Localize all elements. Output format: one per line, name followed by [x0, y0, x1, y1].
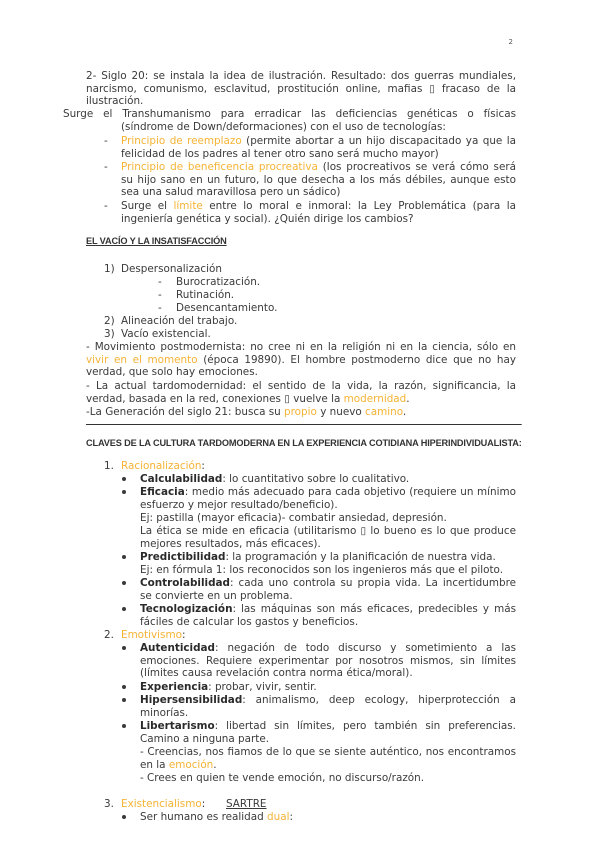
- page-number: 2: [508, 38, 513, 46]
- item-libertarismo: Libertarismo: libertad sin límites, pero también sin preferencias. Camino a ninguna parte.: [140, 720, 516, 745]
- item-predictibilidad: Predictibilidad: la programación y la planificación de nuestra vida.: [140, 551, 496, 563]
- libertarismo-creencias: - Creencias, nos fiamos de lo que se siente auténtico, nos encontramos en la emoción.: [140, 746, 516, 771]
- principio-beneficencia: Principio de beneficencia procreativa (los procreativos se verá cómo será su hijo sano en un futuro, lo que desecha a los más débiles, aunque esto sea una salud maravillosa pero un sádico): [121, 161, 517, 199]
- item-eficacia: Eficacia: medio más adecuado para cada objetivo (requiere un mínimo esfuerzo y mejor resultado/beneficio).: [140, 486, 516, 511]
- item-autenticidad: Autenticidad: negación de todo discurso y sometimiento a las emociones. Requiere experimentar por nosotros mismos, sin límites (límites causa revelación contra norma ética/moral).: [140, 642, 516, 680]
- group-num: 1.: [104, 460, 114, 472]
- sub-item: Desencantamiento.: [176, 302, 278, 314]
- limite-moral: Surge el límite entre lo moral e inmoral: la Ley Problemática (para la ingeniería genética y social). ¿Quién dirige los cambios?: [121, 200, 516, 225]
- dash-mark: -: [104, 135, 108, 147]
- bullet-dot: [122, 815, 126, 819]
- bullet-dot: [122, 490, 126, 494]
- sub-item: Rutinación.: [176, 289, 235, 301]
- eficacia-etica: La ética se mide en eficacia (utilitarismo ▯ lo bueno es lo que produce mejores resultados, más eficaces).: [140, 525, 516, 550]
- item-ser-humano: Ser humano es realidad dual:: [140, 811, 293, 823]
- postmodernismo-paragraph: - Movimiento postmodernista: no cree ni en la religión ni en la ciencia, sólo en vivir en el momento (época 19890). El hombre postmoderno dice que no hay verdad, que solo hay emociones.: [86, 341, 516, 379]
- dash-mark: -: [104, 161, 108, 173]
- group-title: Racionalización:: [121, 460, 205, 472]
- item-experiencia: Experiencia: probar, vivir, sentir.: [140, 681, 317, 693]
- list-item: Despersonalización: [121, 263, 222, 275]
- list-num: 3): [104, 328, 115, 340]
- list-num: 1): [104, 263, 115, 275]
- group-title: Emotivismo:: [121, 629, 186, 641]
- group-num: 3.: [104, 798, 114, 810]
- bullet-dot: [122, 477, 126, 481]
- item-calculabilidad: Calculabilidad: lo cuantitativo sobre lo cualitativo.: [140, 473, 410, 485]
- principio-reemplazo: Principio de reemplazo (permite abortar a un hijo discapacitado ya que la felicidad de los padres al tener otro sano será mucho mayor): [121, 135, 516, 160]
- siglo20-paragraph: 2- Siglo 20: se instala la idea de ilustración. Resultado: dos guerras mundiales, narcismo, comunismo, esclavitud, prostitución online, mafias ▯ fracaso de la ilustración.: [86, 70, 516, 108]
- bullet-dot: [122, 581, 126, 585]
- sartre-label: SARTRE: [226, 798, 267, 810]
- bullet-dot: [122, 646, 126, 650]
- item-hipersensibilidad: Hipersensibilidad: animalismo, deep ecology, hiperprotección a minorías.: [140, 694, 516, 719]
- group-title: Existencialismo:: [121, 798, 206, 810]
- list-item: Alineación del trabajo.: [121, 315, 238, 327]
- dash-mark: -: [104, 200, 108, 212]
- bullet-dot: [122, 698, 126, 702]
- item-controlabilidad: Controlabilidad: cada uno controla su propia vida. La incertidumbre se convierte en un problema.: [140, 577, 516, 602]
- sub-item: Burocratización.: [176, 276, 261, 288]
- transhumanismo-cont: (síndrome de Down/deformaciones) con el uso de tecnologías:: [121, 121, 446, 133]
- tardomodernidad-paragraph: - La actual tardomodernidad: el sentido de la vida, la razón, significancia, la verdad, basada en la red, conexiones ▯ vuelve la modernidad.: [86, 380, 516, 405]
- list-item: Vacío existencial.: [121, 328, 211, 340]
- sub-dash: -: [158, 276, 162, 288]
- bullet-dot: [122, 607, 126, 611]
- eficacia-ejemplo: Ej: pastilla (mayor eficacia)- combatir ansiedad, depresión.: [140, 512, 447, 524]
- predictibilidad-ejemplo: Ej: en fórmula 1: los reconocidos son los ingenieros más que el piloto.: [140, 564, 504, 576]
- list-num: 2): [104, 315, 115, 327]
- section-heading-claves: CLAVES DE LA CULTURA TARDOMODERNA EN LA EXPERIENCIA COTIDIANA HIPERINDIVIDUALISTA:: [86, 438, 522, 448]
- bullet-dot: [122, 555, 126, 559]
- sub-dash: -: [158, 289, 162, 301]
- generacion-paragraph: -La Generación del siglo 21: busca su propio y nuevo camino.: [86, 406, 407, 418]
- section-heading-vacio: EL VACÍO Y LA INSATISFACCIÓN: [86, 236, 227, 246]
- item-tecnologizacion: Tecnologización: las máquinas son más eficaces, predecibles y más fáciles de calcular los gastos y beneficios.: [140, 603, 516, 628]
- bullet-dot: [122, 724, 126, 728]
- transhumanismo-line: Surge el Transhumanismo para erradicar las deficiencias genéticas o físicas: [63, 108, 516, 120]
- group-num: 2.: [104, 629, 114, 641]
- libertarismo-emocion: - Crees en quien te vende emoción, no discurso/razón.: [140, 772, 425, 784]
- sub-dash: -: [158, 302, 162, 314]
- bullet-dot: [122, 685, 126, 689]
